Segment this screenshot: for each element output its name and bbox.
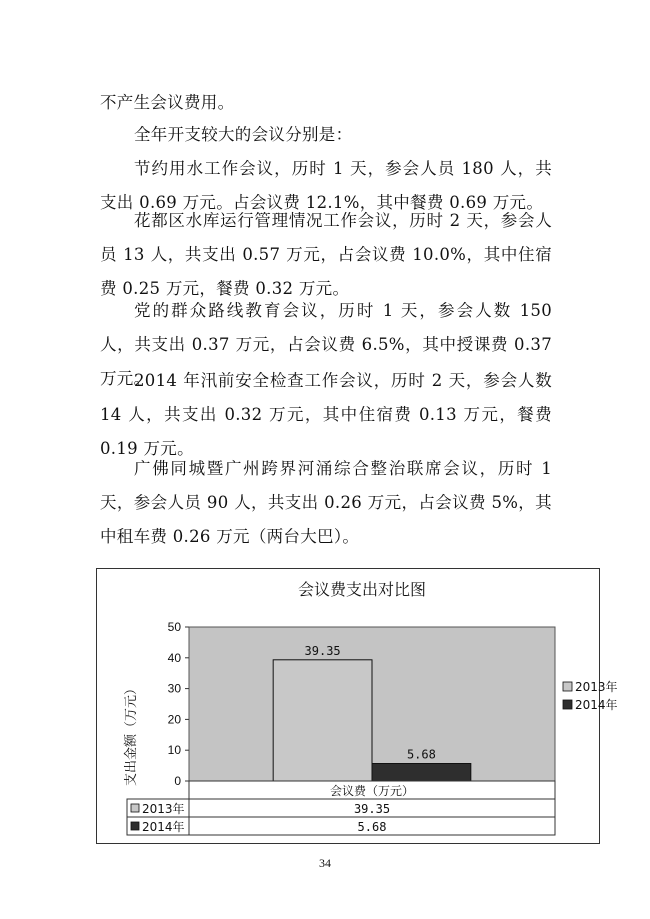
chart-canvas: [97, 569, 618, 843]
paragraph-water-saving-meeting: 节约用水工作会议，历时 1 天，参会人员 180 人，共支出 0.69 万元。占会议费 12.1%，其中餐费 0.69 万元。: [100, 159, 552, 212]
y-tick-label: 10: [167, 743, 181, 758]
data-label-2013: 39.35: [304, 643, 341, 658]
y-axis-label: 支出金额（万元）: [124, 681, 139, 787]
legend-swatch-2014: [563, 700, 572, 709]
table-swatch-2013: [131, 804, 139, 812]
meeting-expense-chart: [96, 568, 618, 844]
paragraph-intro-continuation: 不产生会议费用。: [100, 93, 235, 112]
legend-label-2013: 2013年: [575, 680, 618, 694]
paragraph-meetings-heading: 全年开支较大的会议分别是：: [134, 125, 353, 144]
table-value-2013: 39.35: [353, 802, 391, 816]
table-value-2014: 5.68: [357, 820, 387, 834]
legend-label-2014: 2014年: [575, 698, 618, 712]
category-label: 会议费（万元）: [329, 784, 415, 798]
y-tick-label: 50: [167, 620, 181, 634]
table-series-name-2013: 2013年: [142, 802, 185, 816]
chart-title: 会议费支出对比图: [297, 580, 427, 599]
y-tick-label: 40: [167, 650, 181, 665]
paragraph-flood-check-meeting: 2014 年汛前安全检查工作会议，历时 2 天，参会人数 14 人，共支出 0.32 万元，其中住宿费 0.13 万元，餐费 0.19 万元。: [100, 371, 552, 458]
bar-2014: [372, 764, 471, 781]
y-tick-label: 0: [174, 774, 181, 788]
data-label-2014: 5.68: [406, 747, 436, 762]
table-series-name-2014: 2014年: [142, 820, 185, 834]
page-number: 34: [319, 856, 331, 870]
bar-2013: [273, 660, 372, 781]
y-tick-label: 20: [167, 712, 181, 727]
table-swatch-2014: [131, 822, 139, 830]
paragraph-mass-line-meeting: 党的群众路线教育会议，历时 1 天，参会人数 150 人，共支出 0.37 万元，占会议费 6.5%，其中授课费 0.37 万元。: [100, 301, 552, 388]
paragraph-reservoir-meeting: 花都区水库运行管理情况工作会议，历时 2 天，参会人员 13 人，共支出 0.57 万元，占会议费 10.0%，其中住宿费 0.25 万元，餐费 0.32 万元。: [100, 211, 552, 298]
paragraph-guangfo-meeting: 广佛同城暨广州跨界河涌综合整治联席会议，历时 1 天，参会人员 90 人，共支出 0.26 万元，占会议费 5%，其中租车费 0.26 万元（两台大巴）。: [100, 459, 552, 546]
y-tick-label: 30: [167, 681, 181, 696]
legend-swatch-2013: [563, 682, 572, 691]
